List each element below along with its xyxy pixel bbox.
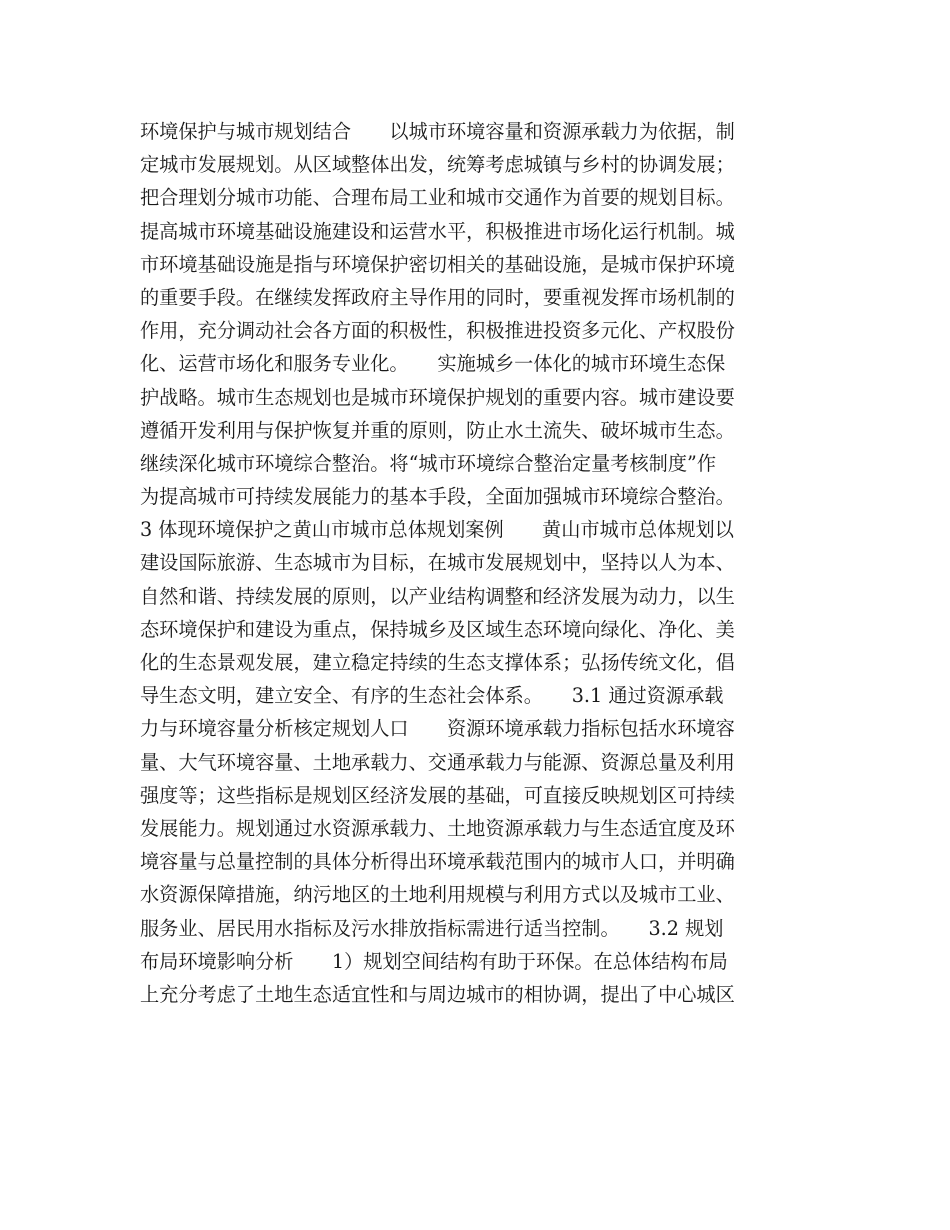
text-line: 化的生态景观发展，建立稳定持续的生态支撑体系；弘扬传统文化，倡 [140,651,735,674]
text-line: 自然和谐、持续发展的原则，以产业结构调整和经济发展为动力，以生 [140,584,735,608]
body-text [140,115,820,1011]
text-line: 护战略。城市生态规划也是城市环境保护规划的重要内容。城市建设要 [140,385,735,409]
text-line: 服务业、居民用水指标及污水排放指标需进行适当控制。 3.2 规划 [140,916,724,940]
text-line: 态环境保护和建设为重点，保持城乡及区域生态环境向绿化、净化、美 [140,617,735,641]
text-line: 化、运营市场化和服务专业化。 实施城乡一体化的城市环境生态保 [140,352,726,376]
text-line: 的重要手段。在继续发挥政府主导作用的同时，要重视发挥市场机制的 [140,285,735,309]
text-line: 力与环境容量分析核定规划人口 资源环境承载力指标包括水环境容 [140,717,735,741]
text-line: 建设国际旅游、生态城市为目标，在城市发展规划中，坚持以人为本、 [140,551,735,575]
text-line: 作用，充分调动社会各方面的积极性，积极推进投资多元化、产权股份 [140,319,735,343]
text-line: 水资源保障措施，纳污地区的土地利用规模与利用方式以及城市工业、 [140,883,735,907]
text-line: 强度等；这些指标是规划区经济发展的基础，可直接反映规划区可持续 [140,783,735,807]
text-line: 市环境基础设施是指与环境保护密切相关的基础设施，是城市保护环境 [140,252,735,276]
text-line: 量、大气环境容量、土地承载力、交通承载力与能源、资源总量及利用 [140,750,735,774]
text-line: 环境保护与城市规划结合 以城市环境容量和资源承载力为依据，制 [140,120,735,143]
text-line: 把合理划分城市功能、合理布局工业和城市交通作为首要的规划目标。 [140,186,735,210]
text-line: 为提高城市可持续发展能力的基本手段，全面加强城市环境综合整治。 [140,485,735,509]
text-line: 上充分考虑了土地生态适宜性和与周边城市的相协调，提出了中心城区 [140,982,735,1006]
text-line: 继续深化城市环境综合整治。将“城市环境综合整治定量考核制度”作 [140,451,717,475]
text-line: 境容量与总量控制的具体分析得出环境承载范围内的城市人口，并明确 [140,850,735,874]
text-line: 定城市发展规划。从区域整体出发，统筹考虑城镇与乡村的协调发展； [140,153,735,177]
text-line: 发展能力。规划通过水资源承载力、土地资源承载力与生态适宜度及环 [140,816,735,840]
text-line: 布局环境影响分析 1）规划空间结构有助于环保。在总体结构布局 [140,949,728,973]
text-line: 导生态文明，建立安全、有序的生态社会体系。 3.1 通过资源承载 [140,684,724,708]
text-line: 3 体现环境保护之黄山市城市总体规划案例 黄山市城市总体规划以 [140,518,734,542]
text-line: 遵循开发利用与保护恢复并重的原则，防止水土流失、破坏城市生态。 [140,418,735,442]
text-line: 提高城市环境基础设施建设和运营水平，积极推进市场化运行机制。城 [140,219,735,243]
